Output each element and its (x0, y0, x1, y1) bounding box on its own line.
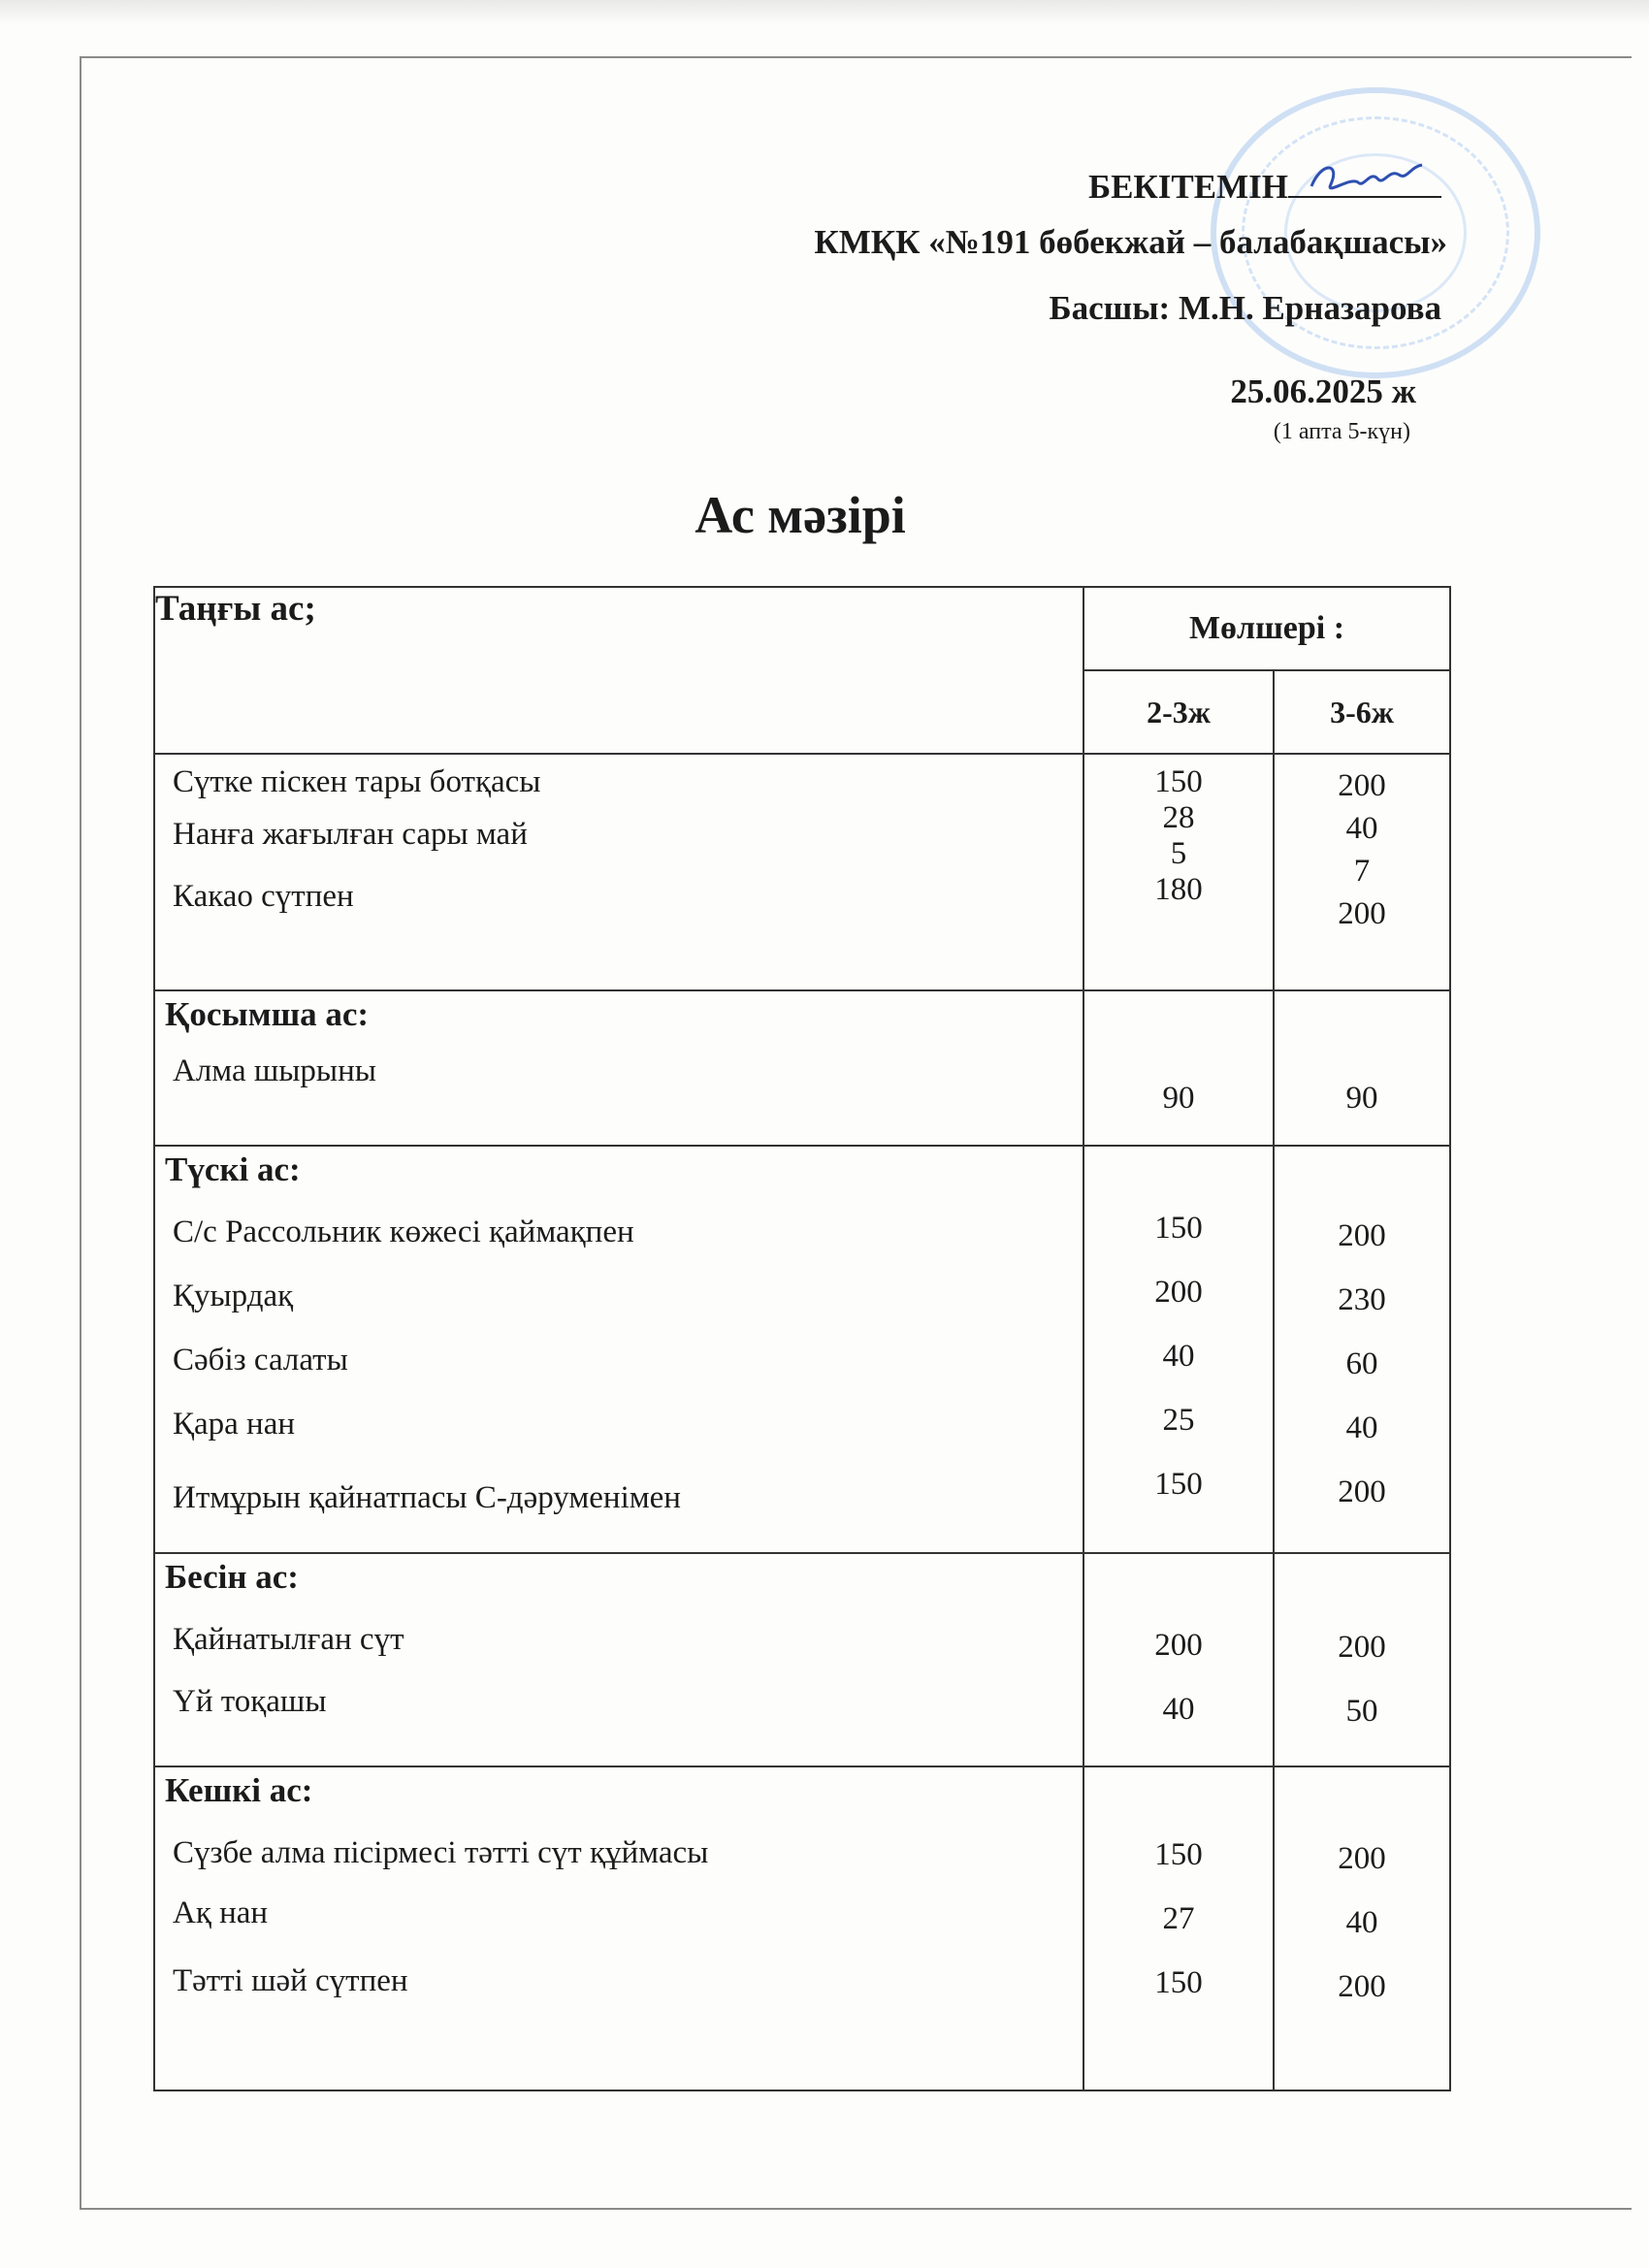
menu-item: Тәтті шәй сүтпен (173, 1963, 408, 1998)
qty-value: 40 (1345, 811, 1378, 846)
qty-value: 25 (1162, 1403, 1195, 1438)
qty-value: 200 (1338, 1630, 1386, 1665)
section-title: Бесін ас: (165, 1558, 299, 1596)
menu-item: Какао сүтпен (173, 879, 354, 914)
qty-value: 150 (1154, 1467, 1203, 1502)
qty-value: 27 (1162, 1901, 1195, 1936)
menu-item: Үй тоқашы (173, 1684, 327, 1719)
qty-value: 60 (1345, 1346, 1378, 1381)
qty-value: 200 (1338, 768, 1386, 803)
qty-value: 200 (1338, 1969, 1386, 2004)
qty-value: 200 (1154, 1628, 1203, 1663)
qty-value: 90 (1162, 1081, 1195, 1116)
menu-item: Итмұрын қайнатпасы С-дәруменімен (173, 1480, 681, 1515)
qty-cell (1274, 754, 1450, 990)
qty-value: 40 (1162, 1339, 1195, 1374)
qty-value: 200 (1338, 1474, 1386, 1509)
approval-line (1088, 163, 1441, 207)
qty-value: 200 (1154, 1275, 1203, 1310)
menu-item: Алма шырыны (173, 1053, 376, 1088)
qty-value: 200 (1338, 896, 1386, 931)
menu-item: Ақ нан (173, 1895, 269, 1930)
scan-edge (0, 0, 1649, 25)
age-group-header: 3-6ж (1274, 670, 1450, 754)
section-breakfast (154, 754, 1450, 990)
menu-item: Сәбіз салаты (173, 1343, 348, 1377)
section-snack (154, 990, 1450, 1146)
qty-value: 90 (1345, 1081, 1378, 1116)
section-title: Қосымша ас: (165, 995, 370, 1033)
menu-item: Қара нан (173, 1407, 296, 1442)
section-dinner (154, 1766, 1450, 2090)
qty-value: 200 (1338, 1218, 1386, 1253)
quantity-header: Мөлшері : (1083, 587, 1450, 670)
page-title: Ас мәзірі (695, 486, 906, 544)
items-cell (154, 990, 1083, 1146)
signature (1302, 157, 1428, 202)
table-header-row (154, 587, 1450, 670)
qty-value: 150 (1154, 1211, 1203, 1246)
section-title: Таңғы ас; (154, 587, 1083, 754)
qty-cell (1083, 990, 1274, 1146)
menu-table (153, 586, 1451, 2091)
age-group-header: 2-3ж (1083, 670, 1274, 754)
qty-value: 230 (1338, 1282, 1386, 1317)
section-lunch (154, 1146, 1450, 1553)
menu-date: 25.06.2025 ж (1230, 373, 1416, 410)
items-cell (154, 1553, 1083, 1766)
menu-item: Қуырдақ (173, 1279, 294, 1313)
qty-cell (1083, 1146, 1274, 1553)
qty-value: 40 (1345, 1905, 1378, 1940)
items-cell (154, 1146, 1083, 1553)
approve-label: БЕКІТЕМІН (1087, 168, 1288, 206)
qty-cell (1083, 754, 1274, 990)
menu-item: С/с Рассольник көжесі қаймақпен (173, 1215, 634, 1249)
qty-value: 200 (1338, 1841, 1386, 1876)
qty-value: 28 (1162, 800, 1195, 835)
menu-item: Сүзбе алма пісірмесі тәтті сүт құймасы (173, 1835, 709, 1870)
qty-value: 150 (1154, 1965, 1203, 2000)
week-day: (1 апта 5-күн) (1273, 419, 1410, 444)
signature-line (1288, 163, 1441, 198)
qty-value: 180 (1154, 872, 1203, 907)
menu-item: Нанға жағылған сары май (173, 817, 528, 852)
items-cell (154, 754, 1083, 990)
qty-value: 50 (1345, 1694, 1378, 1729)
section-title: Түскі ас: (165, 1150, 301, 1188)
items-cell (154, 1766, 1083, 2090)
head-name: Басшы: М.Н. Ерназарова (1049, 289, 1441, 327)
qty-value: 40 (1162, 1692, 1195, 1727)
qty-cell (1274, 1766, 1450, 2090)
qty-cell (1083, 1766, 1274, 2090)
qty-value: 150 (1154, 764, 1203, 799)
organization-name: КМҚК «№191 бөбекжай – балабақшасы» (814, 223, 1447, 261)
menu-item: Қайнатылған сүт (173, 1622, 404, 1657)
section-title: Кешкі ас: (165, 1771, 313, 1809)
section-afternoon (154, 1553, 1450, 1766)
qty-cell (1274, 990, 1450, 1146)
menu-item: Сүтке піскен тары ботқасы (173, 764, 541, 799)
qty-value: 7 (1353, 854, 1371, 889)
qty-value: 150 (1154, 1837, 1203, 1872)
qty-cell (1274, 1146, 1450, 1553)
qty-cell (1083, 1553, 1274, 1766)
qty-value: 40 (1345, 1410, 1378, 1445)
qty-cell (1274, 1553, 1450, 1766)
qty-value: 5 (1170, 836, 1187, 871)
